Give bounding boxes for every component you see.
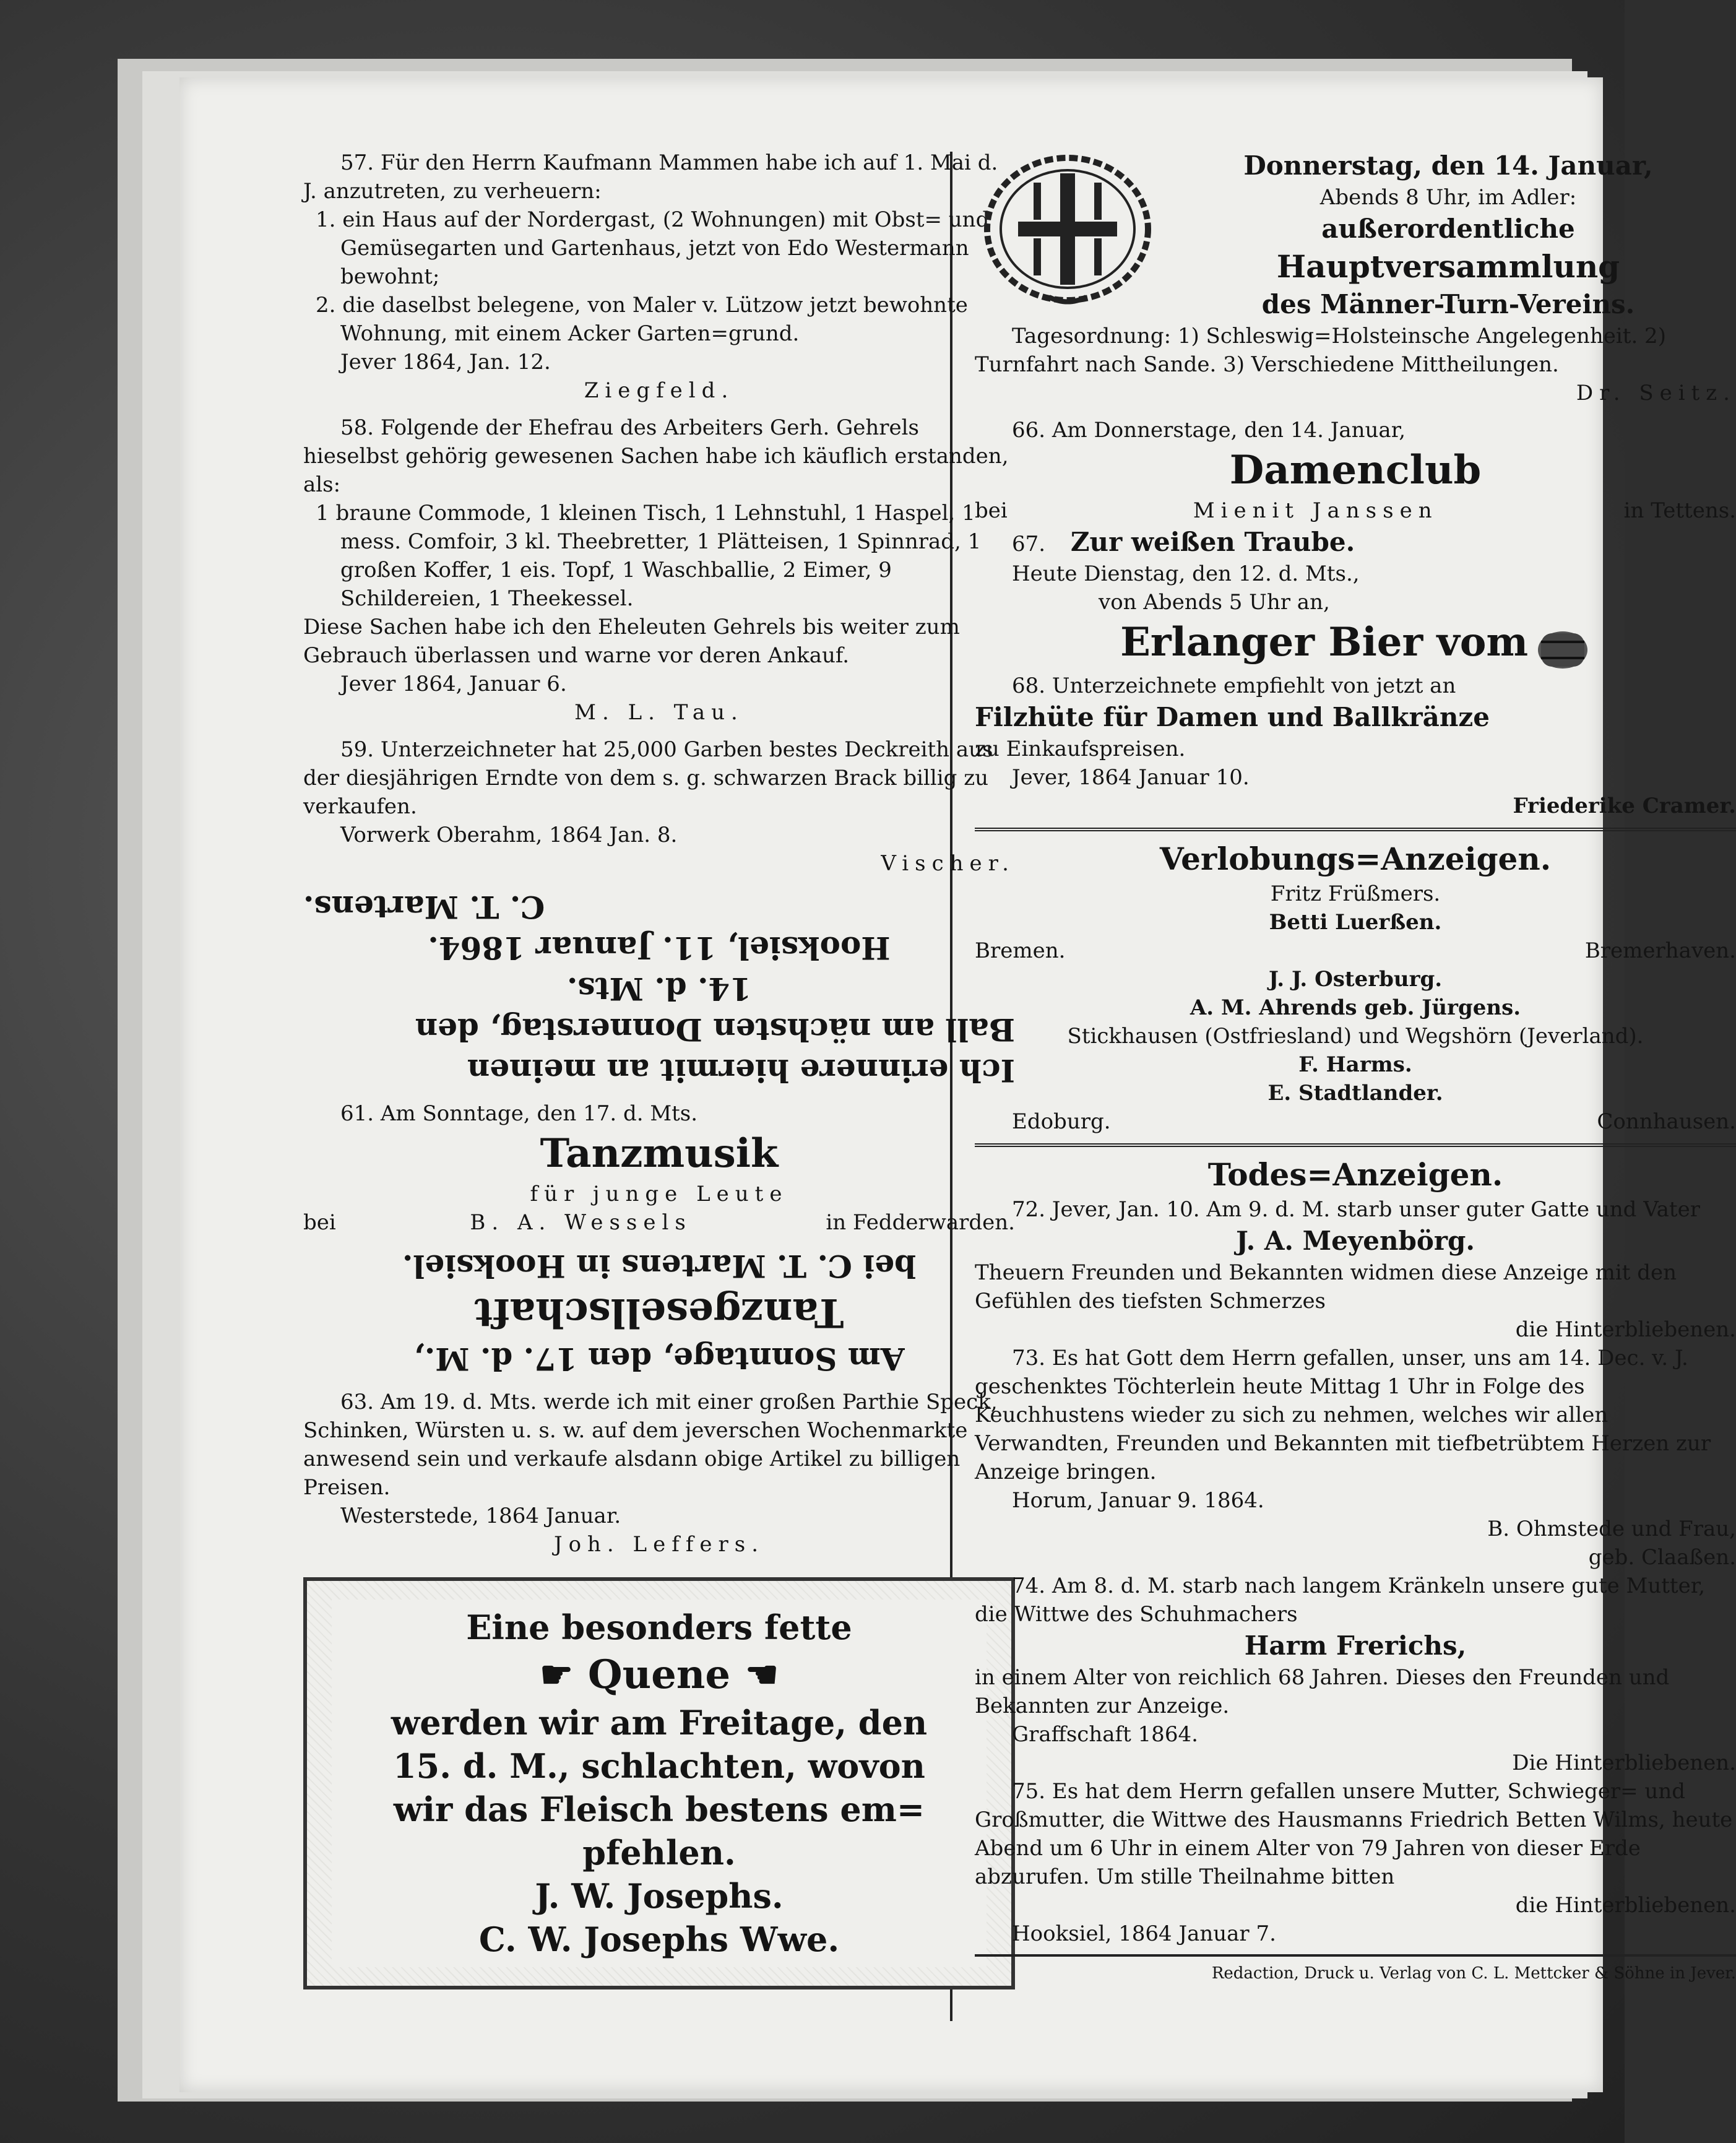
ad-63-text: 63. Am 19. d. Mts. werde ich mit einer großen Parthie Speck, Schinken, Würsten u. s. w. auf dem jeverschen Wochenmarkte anwesend sein und verkaufe alsdann obige Artikel zu billigen Preisen. [303,1390,998,1500]
ad-61-subtitle: für junge Leute [530,1182,788,1206]
barrel-icon [1535,628,1591,672]
death-72-intro: 72. Jever, Jan. 10. Am 9. d. M. starb unser guter Gatte und Vater [1012,1197,1700,1222]
ad-57-signature: Ziegfeld. [584,378,735,403]
engagement-3-place-right: Connhausen. [1597,1109,1736,1134]
death-73-signature-1: B. Ohmstede und Frau, [1487,1517,1736,1541]
ad-68-line: zu Einkaufspreisen. [975,737,1186,761]
ad-66-host-line [975,496,1736,525]
ad-61-bei: bei [303,1210,336,1235]
ad-60-upside-down [303,886,1015,1091]
pointing-hand-right-icon: ☛ [540,1653,573,1697]
ad-58-note: Diese Sachen habe ich den Eheleuten Gehrels bis weiter zum Gebrauch überlassen und warne vor deren Ankauf. [303,615,960,668]
engagement-2-places: Stickhausen (Ostfriesland) und Wegshörn (Jeverland). [1067,1024,1644,1049]
death-73-signature-2: geb. Claaßen. [1588,1545,1736,1570]
ad-65-signature: Dr. Seitz. [1576,381,1736,405]
ad-62-line-1: Am Sonntage, den 17. d. M., [413,1341,905,1377]
engagement-heading: Verlobungs=Anzeigen. [1159,841,1552,877]
ad-67-title-row [975,525,1736,560]
ad-62-line-2: Tanzgesellschaft [474,1289,844,1336]
ad-63 [303,1388,1015,1559]
ad-68-title: Filzhüte für Damen und Ballkränze [975,702,1490,732]
ad-67-beer: Erlanger Bier vom [1120,619,1529,665]
right-column [975,149,1736,1984]
ad-63-date: Westerstede, 1864 Januar. [340,1504,621,1528]
ad-68-date: Jever, 1864 Januar 10. [1012,765,1250,790]
death-heading: Todes=Anzeigen. [1207,1156,1503,1193]
ad-65-agenda: Tagesordnung: 1) Schleswig=Holsteinsche Angelegenheit. 2) Turnfahrt nach Sande. 3) Verschiedene Mittheilungen. [975,324,1666,377]
ad-67-line-2: von Abends 5 Uhr an, [1099,590,1330,615]
footer-rule [975,1954,1736,1957]
ad-61-intro: 61. Am Sonntage, den 17. d. Mts. [340,1101,698,1126]
ad-66-bei: bei [975,498,1008,523]
imprint-footer: Redaction, Druck u. Verlag von C. L. Mettcker & Söhne in Jever. [1211,1964,1736,1983]
ad-57-intro: 57. Für den Herrn Kaufmann Mammen habe ich auf 1. Mai d. J. anzutreten, zu verheuern: [303,150,998,204]
engagement-3-name-b: E. Stadtlander. [1267,1081,1443,1106]
ad-59 [303,735,1015,878]
engagement-2-name-b: A. M. Ahrends geb. Jürgens. [1190,995,1521,1020]
death-74-text-2: in einem Alter von reichlich 68 Jahren. Dieses den Freunden und Bekannten zur Anzeige. [975,1665,1670,1718]
ad-quene-signature-1: J. W. Josephs. [535,1876,784,1916]
ad-57-item-2: 2. die daselbst belegene, von Maler v. Lützow jetzt bewohnte Wohnung, mit einem Acker Garten=grund. [316,293,968,346]
ad-65-line-5: des Männer-Turn-Vereins. [1261,289,1635,319]
engagement-section [975,839,1736,1136]
ad-58-date: Jever 1864, Januar 6. [340,672,567,696]
ad-65-line-2: Abends 8 Uhr, im Adler: [1319,185,1577,210]
ad-quene-title-row [332,1649,987,1701]
ad-63-signature: Joh. Leffers. [553,1532,765,1557]
ad-65-text [1160,149,1736,322]
death-72-text: Theuern Freunden und Bekannten widmen diese Anzeige mit den Gefühlen des tiefsten Schmerzes [975,1260,1677,1314]
ad-67-title: Zur weißen Traube. [1070,527,1355,557]
ad-62-upside-down [303,1245,1015,1379]
engagement-1-places [975,937,1736,965]
ad-65-line-4: Hauptversammlung [1276,248,1620,285]
ad-68-signature: Friederike Cramer. [1513,794,1736,818]
ad-60-line-2: Ball am nächsten Donnerstag, den [415,1011,1015,1048]
ad-67-number: 67. [1012,532,1046,556]
ad-quene-line-1: Eine besonders fette [466,1608,852,1647]
ad-67-line-1: Heute Dienstag, den 12. d. Mts., [1012,561,1360,586]
ad-quene-signature-2: C. W. Josephs Wwe. [478,1920,840,1959]
ad-67-beer-row [975,617,1736,672]
ad-65-line-1: Donnerstag, den 14. Januar, [1243,150,1653,181]
engagement-1-name-a: Fritz Früßmers. [1270,881,1441,906]
ad-58 [303,413,1015,727]
ad-57-date: Jever 1864, Jan. 12. [340,350,551,374]
pointing-hand-left-icon: ☚ [745,1653,779,1697]
death-73-date: Horum, Januar 9. 1864. [1012,1488,1264,1513]
death-74-date: Graffschaft 1864. [1012,1722,1198,1747]
engagement-1-place-right: Bremerhaven. [1584,938,1736,963]
engagement-3-name-a: F. Harms. [1298,1052,1412,1077]
death-75-date: Hooksiel, 1864 Januar 7. [1012,1921,1276,1946]
ad-67 [975,525,1736,672]
section-rule [975,828,1736,831]
death-section [975,1154,1736,1948]
ad-61-host-line [303,1208,1015,1237]
engagement-1-place-left: Bremen. [975,938,1066,963]
ad-61-host-name: B. A. Wessels [470,1210,692,1235]
ad-59-date: Vorwerk Oberahm, 1864 Jan. 8. [340,823,678,847]
ad-quene-title: Quene [587,1652,731,1698]
ad-66 [975,416,1736,525]
ad-65 [975,149,1736,322]
ad-66-intro: 66. Am Donnerstage, den 14. Januar, [1012,418,1406,443]
ad-68 [975,672,1736,820]
ad-61-place: in Fedderwarden. [826,1210,1015,1235]
ad-quene-inner [332,1600,987,1967]
engagement-3-place-left: Edoburg. [1012,1109,1111,1134]
ad-61 [303,1099,1015,1237]
ad-quene-boxed [303,1577,1015,1989]
section-rule [975,1143,1736,1147]
ad-66-title: Damenclub [1229,447,1482,493]
ad-60-line-1: Ich erinnere hiermit an meinen [467,1052,1015,1089]
newspaper-page [179,77,1736,2092]
ad-62-line-3: bei C. T. Martens in Hooksiel. [402,1248,917,1284]
ad-quene-line-4: wir das Fleisch bestens em= [393,1790,925,1829]
death-74-name: Harm Frerichs, [1244,1630,1467,1661]
death-74-text: 74. Am 8. d. M. starb nach langem Kränkeln unsere gute Mutter, die Wittwe des Schuhmachers [975,1574,1706,1627]
ad-quene-line-2: werden wir am Freitage, den [391,1703,928,1743]
engagement-1-name-b: Betti Luerßen. [1269,910,1442,935]
death-72-signature: die Hinterbliebenen. [1515,1317,1736,1342]
ad-59-text: 59. Unterzeichneter hat 25,000 Garben bestes Deckreith aus der diesjährigen Erndte von dem s. g. schwarzen Brack billig zu verkaufen. [303,737,993,819]
ad-60-signature: C. T. Martens. [303,889,545,925]
ad-66-place: in Tettens. [1623,498,1736,523]
death-74-signature: Die Hinterbliebenen. [1512,1751,1736,1775]
ad-quene-line-5: pfehlen. [582,1833,736,1872]
engagement-3-places [975,1107,1736,1136]
ad-68-intro: 68. Unterzeichnete empfiehlt von jetzt an [1012,673,1456,698]
turner-cross-emblem-icon [975,149,1160,316]
ad-57 [303,149,1015,405]
death-72-name: J. A. Meyenbörg. [1235,1226,1475,1256]
ad-60-line-4: Hooksiel, 11. Januar 1864. [428,930,891,966]
ad-58-items: 1 braune Commode, 1 kleinen Tisch, 1 Lehnstuhl, 1 Haspel, 1 mess. Comfoir, 3 kl. Theebretter, 1 Plätteisen, 1 Spinnrad, 1 großen Koffer, 1 eis. Topf, 1 Waschballie, 2 Eimer, 9 Schildereien, 1 Theekessel. [316,501,982,611]
ad-quene-line-3: 15. d. M., schlachten, wovon [393,1746,925,1786]
ad-60-line-3: 14. d. Mts. [566,971,752,1007]
ad-57-item-1: 1. ein Haus auf der Nordergast, (2 Wohnungen) mit Obst= und Gemüsegarten und Gartenhaus, jetzt von Edo Westermann bewohnt; [316,207,990,289]
ad-58-signature: M. L. Tau. [574,700,744,725]
ad-66-host-name: Mienit Janssen [1193,498,1438,523]
ad-61-title: Tanzmusik [540,1130,779,1177]
engagement-2-name-a: J. J. Osterburg. [1268,967,1443,992]
death-73-text: 73. Es hat Gott dem Herrn gefallen, unser, uns am 14. Dec. v. J. geschenktes Töchterlein heute Mittag 1 Uhr in Folge des Keuchhustens wieder zu sich zu nehmen, welches wir allen Verwandten, Freunden und Bekannten mit tiefbetrübtem Herzen zur Anzeige bringen. [975,1346,1711,1484]
ad-59-signature: Vischer. [881,851,1015,876]
ad-65-line-3: außerordentliche [1321,214,1575,244]
death-75-signature: die Hinterbliebenen. [1515,1893,1736,1918]
ad-58-intro: 58. Folgende der Ehefrau des Arbeiters Gerh. Gehrels hieselbst gehörig gewesenen Sachen habe ich käuflich erstanden, als: [303,415,1009,497]
left-column [303,149,1015,1989]
death-75-text: 75. Es hat dem Herrn gefallen unsere Mutter, Schwieger= und Großmutter, die Wittwe des Hausmanns Friedrich Betten Wilms, heute Abend um 6 Uhr in einem Alter von 79 Jahren von dieser Erde abzurufen. Um stille Theilnahme bitten [975,1779,1733,1889]
